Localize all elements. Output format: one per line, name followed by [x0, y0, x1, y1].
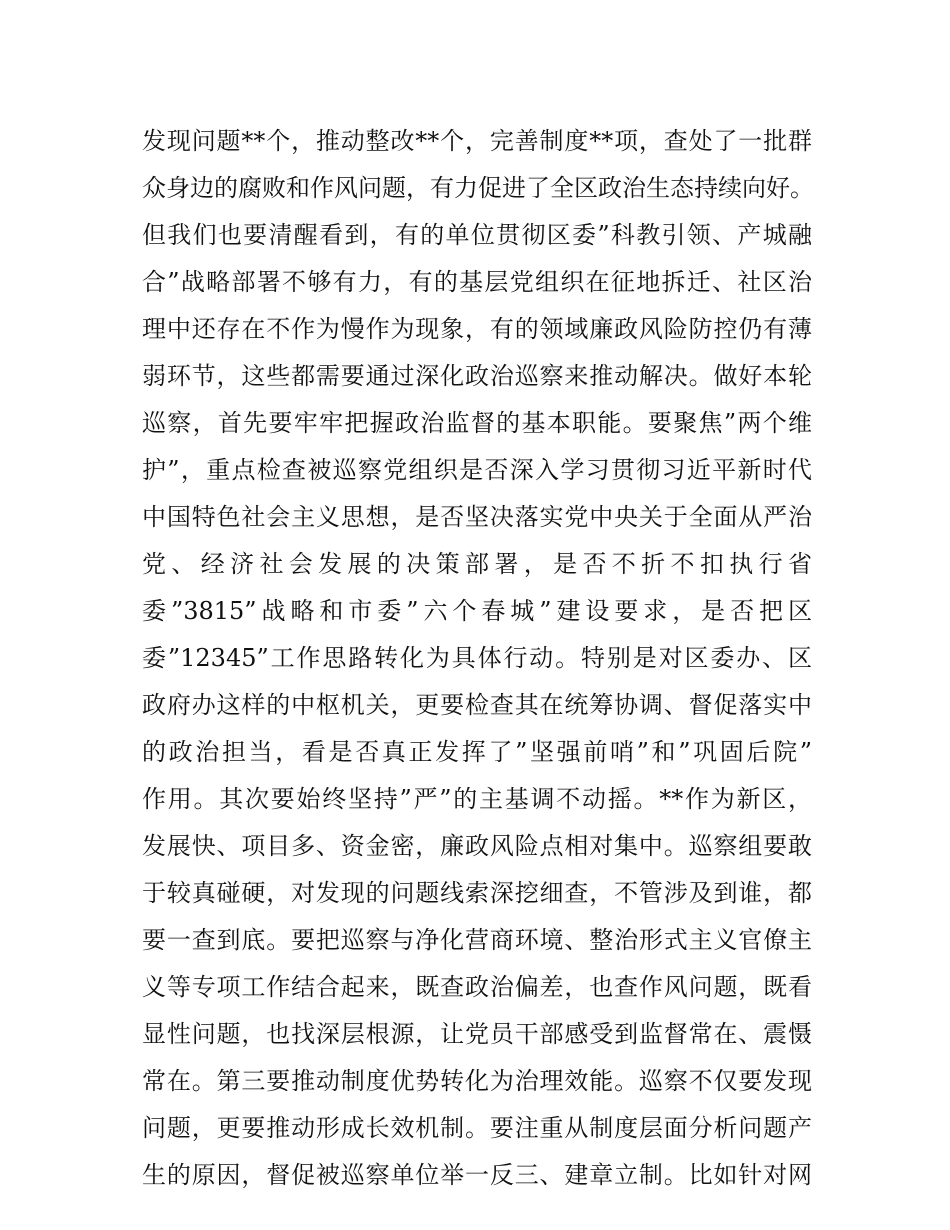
- text-line: 政府办这样的中枢机关，更要检查其在统筹协调、督促落实中: [142, 691, 812, 719]
- text-line: 于较真碰硬，对发现的问题线索深挖细查，不管涉及到谁，都: [142, 879, 812, 907]
- text-line: 义等专项工作结合起来，既查政治偏差，也查作风问题，既看: [142, 973, 812, 1001]
- text-line: 党、经济社会发展的决策部署，是否不折不扣执行省: [142, 550, 812, 578]
- text-line: 委”12345”工作思路转化为具体行动。特别是对区委办、区: [142, 644, 812, 672]
- text-line: 问题，更要推动形成长效机制。要注重从制度层面分析问题产: [142, 1114, 812, 1142]
- text-line: 显性问题，也找深层根源，让党员干部感受到监督常在、震慑: [142, 1020, 812, 1048]
- text-line: 生的原因，督促被巡察单位举一反三、建章立制。比如针对网: [142, 1161, 812, 1189]
- text-line: 发现问题**个，推动整改**个，完善制度**项，查处了一批群: [142, 127, 812, 155]
- text-line: 巡察，首先要牢牢把握政治监督的基本职能。要聚焦”两个维: [142, 409, 812, 437]
- text-line: 作用。其次要始终坚持”严”的主基调不动摇。**作为新区，: [142, 785, 812, 813]
- text-line: 众身边的腐败和作风问题，有力促进了全区政治生态持续向好。: [142, 174, 814, 202]
- text-line: 理中还存在不作为慢作为现象，有的领域廉政风险防控仍有薄: [142, 315, 812, 343]
- text-line: 但我们也要清醒看到，有的单位贯彻区委”科教引领、产城融: [142, 221, 812, 249]
- text-line: 要一查到底。要把巡察与净化营商环境、整治形式主义官僚主: [142, 926, 812, 954]
- text-line: 弱环节，这些都需要通过深化政治巡察来推动解决。做好本轮: [142, 362, 812, 390]
- text-line: 中国特色社会主义思想，是否坚决落实党中央关于全面从严治: [142, 503, 812, 531]
- text-line: 合”战略部署不够有力，有的基层党组织在征地拆迁、社区治: [142, 268, 812, 296]
- text-line: 委”3815”战略和市委”六个春城”建设要求，是否把区: [142, 597, 812, 625]
- body-text: [142, 118, 812, 1199]
- text-line: 护”，重点检查被巡察党组织是否深入学习贯彻习近平新时代: [142, 456, 812, 484]
- text-line: 发展快、项目多、资金密，廉政风险点相对集中。巡察组要敢: [142, 832, 812, 860]
- text-line: 常在。第三要推动制度优势转化为治理效能。巡察不仅要发现: [142, 1067, 812, 1095]
- text-line: 的政治担当，看是否真正发挥了”坚强前哨”和”巩固后院”: [142, 738, 812, 766]
